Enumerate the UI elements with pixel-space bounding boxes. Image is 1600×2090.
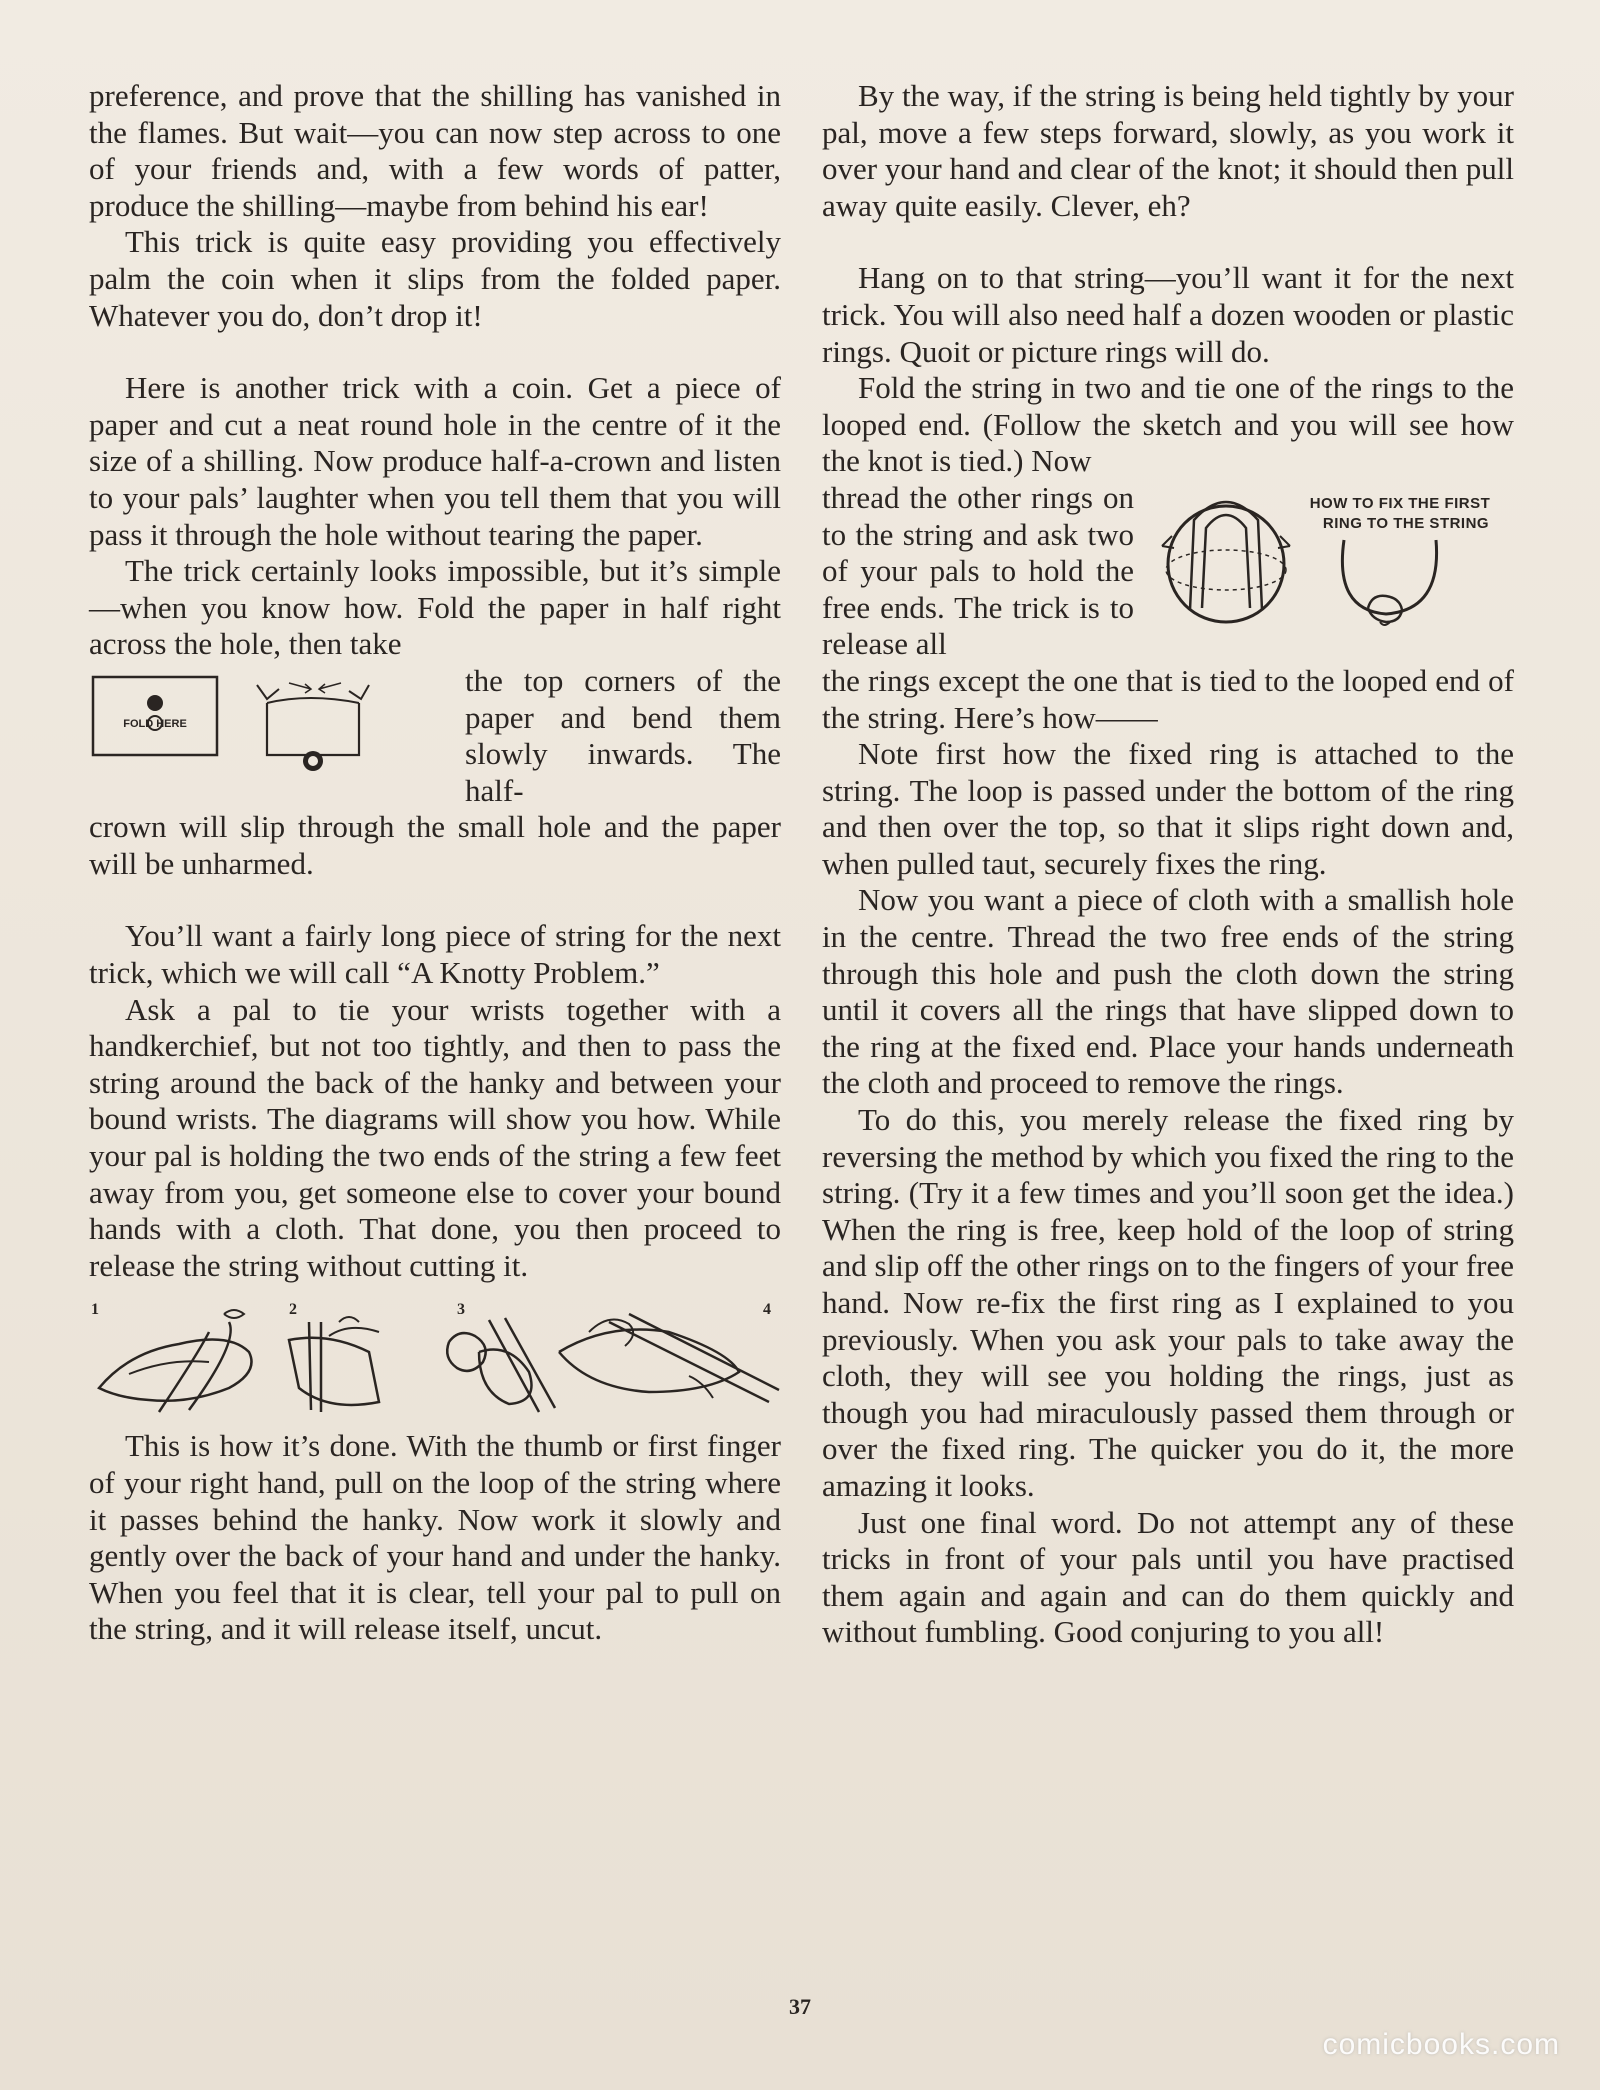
ring-caption-line1: HOW TO FIX THE FIRST [1309,494,1491,512]
step-number: 2 [289,1301,297,1319]
paragraph: The trick certainly looks impossible, but it’s simple—when you know how. Fold the paper in half right across the hole, then take [89,553,781,662]
step-number: 1 [91,1301,99,1319]
paragraph: Just one final word. Do not attempt any of these tricks in front of your pals until you have practised them again and again and can do them quickly and without fumbling. Good conjuring to you all! [822,1504,1514,1650]
fold-here-label: FOLD HERE [123,717,187,730]
paragraph: Hang on to that string—you’ll want it for the next trick. You will also need half a dozen wooden or plastic rings. Quoit or picture rings will do. [822,260,1514,369]
paragraph: By the way, if the string is being held tightly by your pal, move a few steps forward, slowly, as you work it over your hand and clear of the knot; it should then pull away quite easily. Clever, eh? [822,78,1514,223]
paragraph: Fold the string in two and tie one of the rings to the looped end. (Follow the sketch and you will see how the knot is tied.) Now [822,370,1514,479]
ring-figure-row [822,480,1514,663]
fold-paper-illustration [89,663,459,773]
paragraph: the rings except the one that is tied to the looped end of the string. Here’s how—— [822,662,1514,735]
watermark: comicbooks.com [1322,2028,1560,2061]
paragraph: Ask a pal to tie your wrists together with a handkerchief, but not too tightly, and then to pass the string around the back of the hanky and between your bound wrists. The diagrams will show you how. While your pal is holding the two ends of the string a few feet away from you, get someone else to cover your bound hands with a cloth. That done, you then proceed to release the string without cutting it. [89,991,781,1283]
paragraph: preference, and prove that the shilling has vanished in the flames. But wait—you can now step across to one of your friends and, with a few words of patter, produce the shilling—maybe from behind his ear! [89,78,781,223]
step-number: 4 [763,1301,771,1319]
left-column [89,78,781,1648]
step-number: 3 [457,1301,465,1319]
page-number: 37 [789,1994,811,2019]
ring-caption-line2: RING TO THE STRING [1322,514,1490,532]
paragraph: the top corners of the paper and bend them slowly inwards. The half- [465,662,781,808]
ring-knot-illustration [1154,480,1514,630]
paragraph: Note first how the fixed ring is attached to the string. The loop is passed under the bottom of the ring and then over the top, so that it slips right down and, when pulled taut, securely fixes the ring. [822,736,1514,881]
paragraph: thread the other rings on to the string and ask two of your pals to hold the free ends. The trick is to release all [822,479,1134,662]
paragraph: Now you want a piece of cloth with a smallish hole in the centre. Thread the two free ends of the string through this hole and push the cloth down the string until it covers all the rings that have slipped down to the ring at the fixed end. Place your hands underneath the cloth and proceed to remove the rings. [822,882,1514,1101]
paragraph: This trick is quite easy providing you effectively palm the coin when it slips from the folded paper. Whatever you do, don’t drop it! [89,224,781,333]
paper-fold-figure-row [89,663,781,809]
right-column [822,78,1514,1651]
paragraph: crown will slip through the small hole and the paper will be unharmed. [89,809,781,881]
paragraph: This is how it’s done. With the thumb or first finger of your right hand, pull on the loop of the string where it passes behind the hanky. Now work it slowly and gently over the back of your hand and under the hanky. When you feel that it is clear, tell your pal to pull on the string, and it will release itself, uncut. [89,1428,781,1647]
hand-steps-illustration [89,1292,781,1422]
paragraph: To do this, you merely release the fixed ring by reversing the method by which you fixed the ring to the string. (Try it a few times and you’ll soon get the idea.) When the ring is free, keep hold of the loop of string and slip off the other rings on to the fingers of your free hand. Now re-fix the first ring as I explained to you previously. When you ask your pals to take away the cloth, they will see you holding the rings, just as though you had miraculously passed them through or over the fixed ring. The quicker you do it, the more amazing it looks. [822,1102,1514,1503]
paragraph: Here is another trick with a coin. Get a piece of paper and cut a neat round hole in the centre of it the size of a shilling. Now produce half-a-crown and listen to your pals’ laughter when you tell them that you will pass it through the hole without tearing the paper. [89,370,781,552]
paragraph: You’ll want a fairly long piece of string for the next trick, which we will call “A Knotty Problem.” [89,918,781,991]
